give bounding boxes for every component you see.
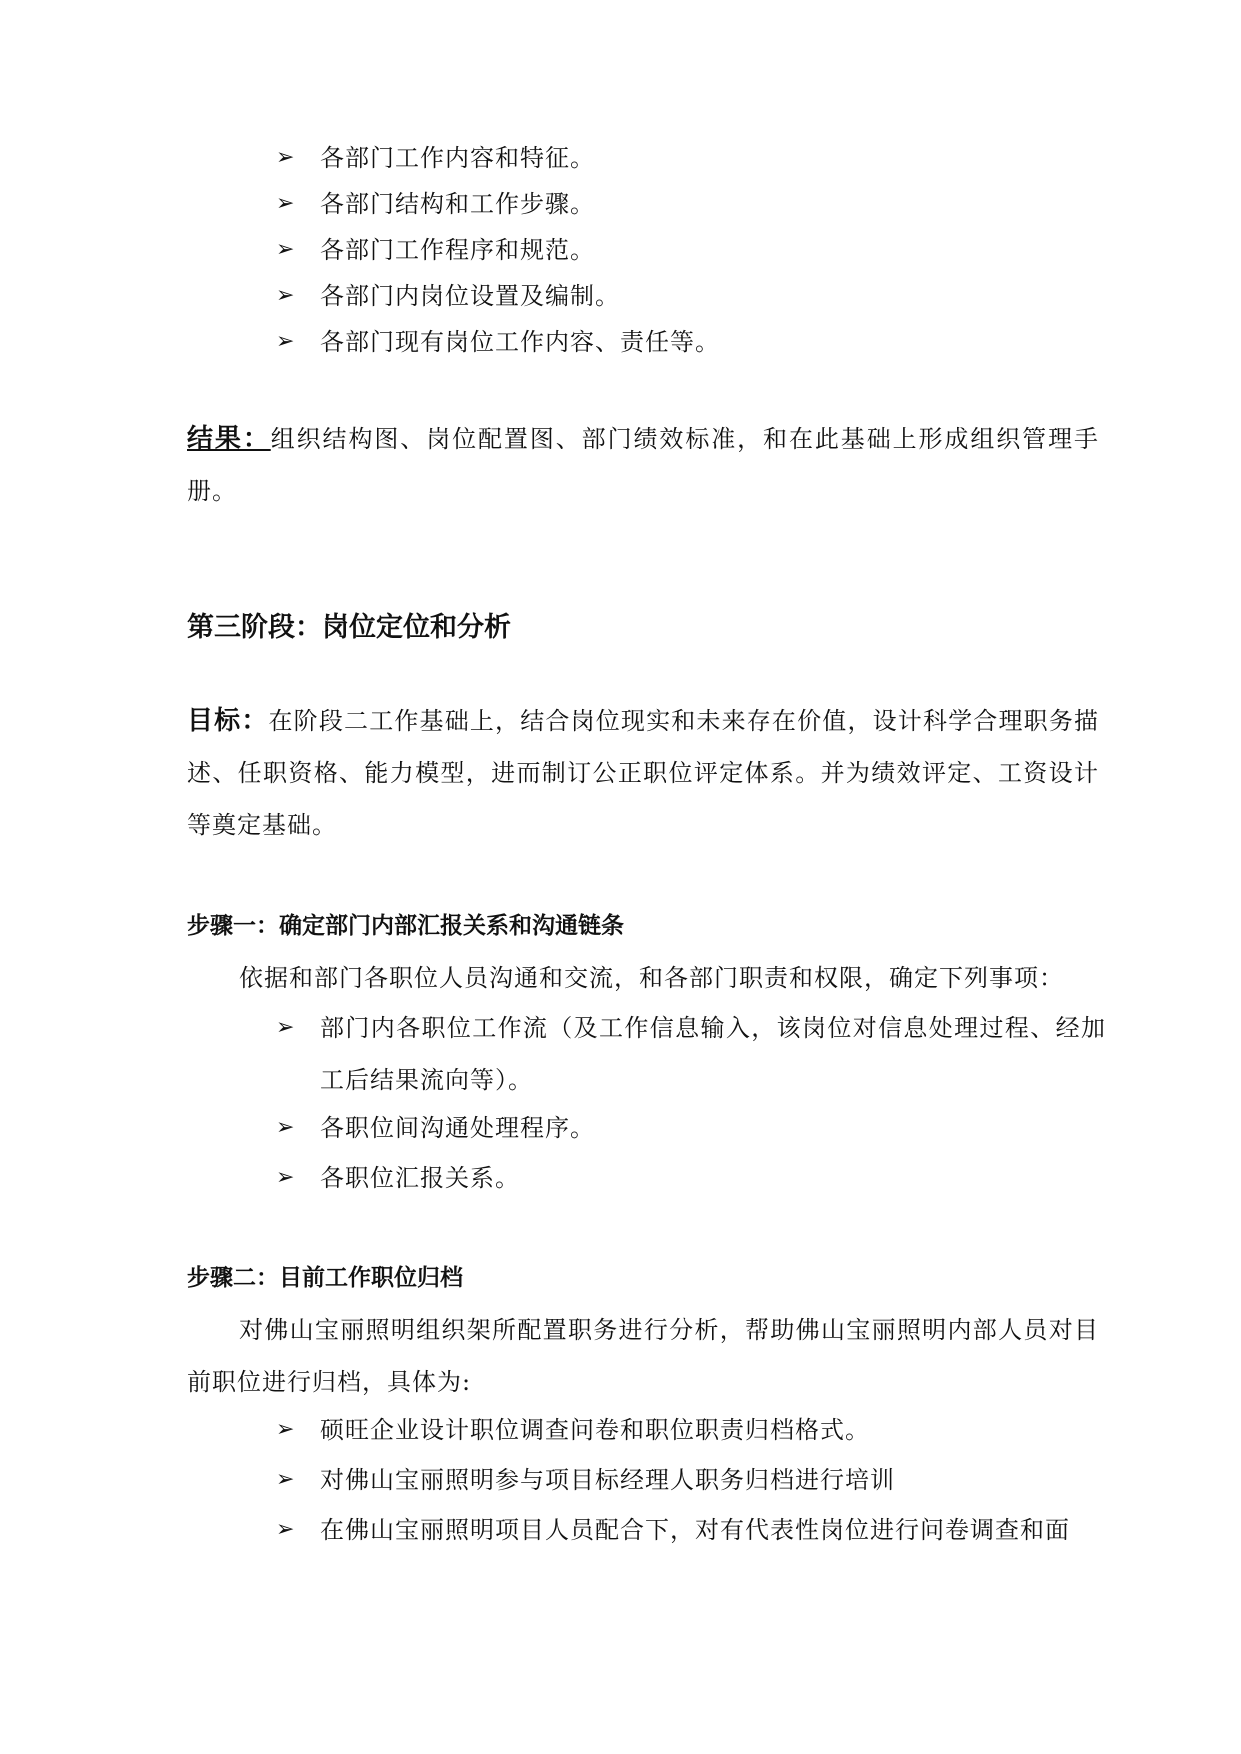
list-item-text: 各部门现有岗位工作内容、责任等。 [320,328,720,356]
step2-heading: 步骤二：目前工作职位归档 [187,1265,463,1291]
goal-text: 在阶段二工作基础上，结合岗位现实和未来存在价值，设计科学合理职务描述、任职资格、能力模型，进而制订公正职位评定体系。并为绩效评定、工资设计等奠定基础。 [187,707,1099,839]
goal-paragraph [187,695,1099,851]
list-item-text: 硕旺企业设计职位调查问卷和职位职责归档格式。 [320,1416,870,1444]
list-item-text: 各职位间沟通处理程序。 [320,1114,595,1142]
list-item [276,1454,1106,1506]
step1-heading: 步骤一：确定部门内部汇报关系和沟通链条 [187,913,624,939]
arrow-bullet-icon: ➢ [276,237,295,262]
list-item-text: 各部门工作程序和规范。 [320,236,595,264]
list-item [276,224,1106,276]
list-item-text: 部门内各职位工作流（及工作信息输入，该岗位对信息处理过程、经加工后结果流向等）。 [320,1014,1106,1094]
list-item [276,1404,1106,1456]
list-item [276,1152,1106,1204]
result-paragraph [187,413,1099,517]
stage3-heading: 第三阶段：岗位定位和分析 [187,612,511,643]
arrow-bullet-icon: ➢ [276,191,295,216]
list-item-text: 在佛山宝丽照明项目人员配合下，对有代表性岗位进行问卷调查和面 [320,1516,1070,1544]
step1-intro: 依据和部门各职位人员沟通和交流，和各部门职责和权限，确定下列事项： [239,964,1064,992]
goal-label: 目标： [187,706,269,736]
arrow-bullet-icon: ➢ [276,329,295,354]
list-item-text: 对佛山宝丽照明参与项目标经理人职务归档进行培训 [320,1466,895,1494]
list-item-text: 各部门结构和工作步骤。 [320,190,595,218]
list-item [276,178,1106,230]
list-item [276,270,1106,322]
list-item [276,316,1106,368]
arrow-bullet-icon: ➢ [276,1417,295,1442]
list-item [276,1504,1106,1556]
list-item [276,1102,1106,1154]
result-text: 组织结构图、岗位配置图、部门绩效标准，和在此基础上形成组织管理手册。 [187,425,1099,505]
arrow-bullet-icon: ➢ [276,1165,295,1190]
arrow-bullet-icon: ➢ [276,283,295,308]
arrow-bullet-icon: ➢ [276,1467,295,1492]
arrow-bullet-icon: ➢ [276,1517,295,1542]
step2-intro: 对佛山宝丽照明组织架所配置职务进行分析，帮助佛山宝丽照明内部人员对目前职位进行归档，具体为: [187,1316,1099,1396]
arrow-bullet-icon: ➢ [276,1015,295,1040]
list-item-text: 各职位汇报关系。 [320,1164,520,1192]
arrow-bullet-icon: ➢ [276,1115,295,1140]
result-label: 结果： [187,424,271,454]
list-item-text: 各部门内岗位设置及编制。 [320,282,620,310]
list-item-text: 各部门工作内容和特征。 [320,144,595,172]
list-item [276,1002,1106,1106]
list-item [276,132,1106,184]
arrow-bullet-icon: ➢ [276,145,295,170]
